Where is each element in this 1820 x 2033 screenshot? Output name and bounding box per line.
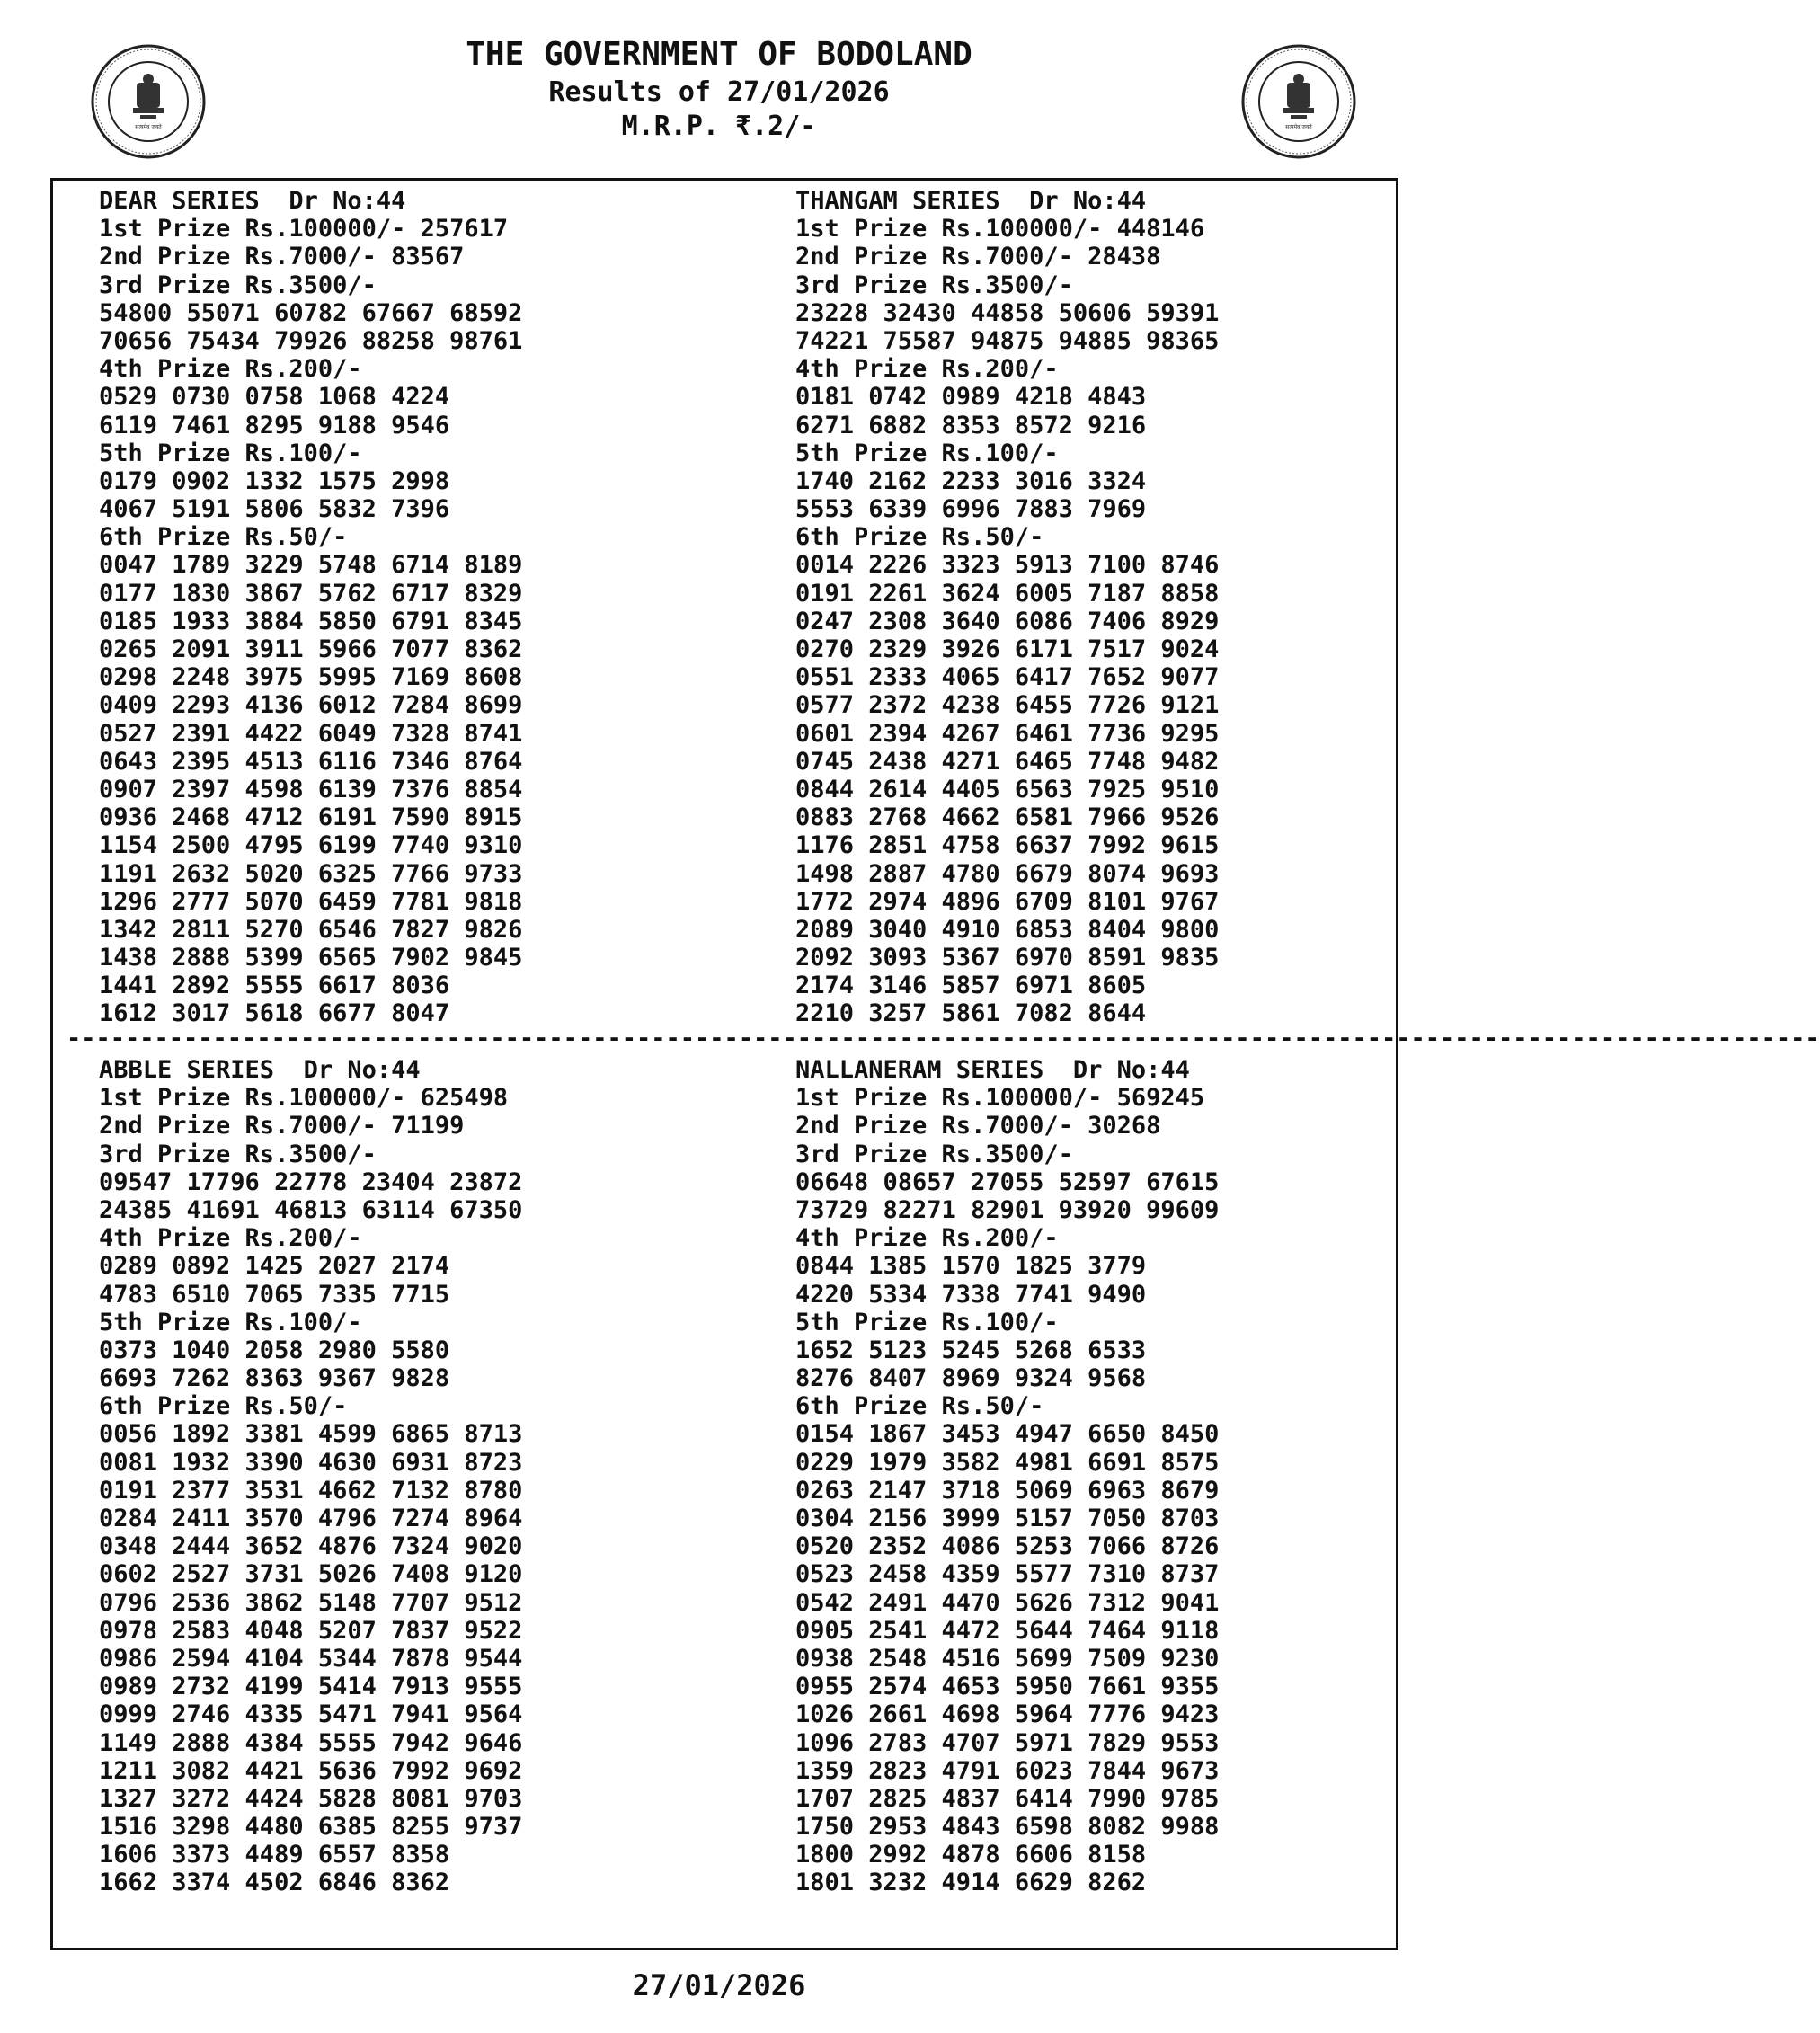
sixth-prize-numbers-row: 1516 3298 4480 6385 8255 9737	[99, 1813, 523, 1842]
sixth-prize-numbers-row: 0883 2768 4662 6581 7966 9526	[795, 803, 1220, 832]
document-header	[0, 34, 1438, 144]
sixth-prize-numbers-row: 0191 2261 3624 6005 7187 8858	[795, 579, 1220, 608]
fourth-prize-numbers-row: 0289 0892 1425 2027 2174	[99, 1252, 450, 1281]
sixth-prize-numbers-row: 2089 3040 4910 6853 8404 9800	[795, 915, 1220, 944]
sixth-prize-numbers-row: 2210 3257 5861 7082 8644	[795, 999, 1147, 1028]
series-heading: ABBLE SERIES Dr No:44	[99, 1056, 421, 1084]
sixth-prize-numbers-row: 1606 3373 4489 6557 8358	[99, 1841, 450, 1869]
sixth-prize-numbers-row: 0056 1892 3381 4599 6865 8713	[99, 1420, 523, 1449]
fourth-prize-numbers-row: 0181 0742 0989 4218 4843	[795, 383, 1147, 412]
abble-series-section	[99, 1056, 522, 1897]
government-title: THE GOVERNMENT OF BODOLAND	[466, 36, 972, 73]
fifth-prize-label: 5th Prize Rs.100/-	[99, 1308, 362, 1336]
mrp-line: M.R.P. ₹.2/-	[621, 111, 817, 142]
thangam-series-section	[795, 187, 1219, 1028]
sixth-prize-numbers-row: 0304 2156 3999 5157 7050 8703	[795, 1505, 1220, 1532]
sixth-prize-numbers-row: 1342 2811 5270 6546 7827 9826	[99, 915, 523, 944]
fifth-prize-label: 5th Prize Rs.100/-	[795, 439, 1059, 467]
sixth-prize-numbers-row: 0014 2226 3323 5913 7100 8746	[795, 551, 1220, 580]
sixth-prize-numbers-row: 0229 1979 3582 4981 6691 8575	[795, 1448, 1220, 1477]
sixth-prize-numbers-row: 0907 2397 4598 6139 7376 8854	[99, 775, 523, 803]
fourth-prize-numbers-row: 4220 5334 7338 7741 9490	[795, 1280, 1147, 1309]
sixth-prize-numbers-row: 1612 3017 5618 6677 8047	[99, 999, 450, 1028]
sixth-prize-numbers-row: 0298 2248 3975 5995 7169 8608	[99, 663, 523, 692]
sixth-prize-numbers-row: 0185 1933 3884 5850 6791 8345	[99, 607, 523, 635]
sixth-prize-label: 6th Prize Rs.50/-	[99, 523, 348, 552]
footer-date: 27/01/2026	[632, 1968, 806, 2002]
sixth-prize-numbers-row: 1707 2825 4837 6414 7990 9785	[795, 1784, 1220, 1813]
sixth-prize-numbers-row: 1772 2974 4896 6709 8101 9767	[795, 887, 1220, 916]
fifth-prize-numbers-row: 8276 8407 8969 9324 9568	[795, 1364, 1147, 1393]
sixth-prize-numbers-row: 1327 3272 4424 5828 8081 9703	[99, 1784, 523, 1813]
sixth-prize-numbers-row: 0265 2091 3911 5966 7077 8362	[99, 635, 523, 663]
sixth-prize-numbers-row: 0745 2438 4271 6465 7748 9482	[795, 747, 1220, 776]
sixth-prize-numbers-row: 0409 2293 4136 6012 7284 8699	[99, 691, 523, 720]
sixth-prize-label: 6th Prize Rs.50/-	[795, 523, 1044, 552]
sixth-prize-numbers-row: 0542 2491 4470 5626 7312 9041	[795, 1588, 1220, 1617]
sixth-prize-numbers-row: 0986 2594 4104 5344 7878 9544	[99, 1644, 523, 1673]
sixth-prize-numbers-row: 1154 2500 4795 6199 7740 9310	[99, 831, 523, 860]
sixth-prize-numbers-row: 1438 2888 5399 6565 7902 9845	[99, 944, 523, 972]
sixth-prize-numbers-row: 0601 2394 4267 6461 7736 9295	[795, 719, 1220, 748]
sixth-prize-numbers-row: 0989 2732 4199 5414 7913 9555	[99, 1673, 523, 1701]
sixth-prize-numbers-row: 2092 3093 5367 6970 8591 9835	[795, 944, 1220, 972]
third-prize-numbers-row: 73729 82271 82901 93920 99609	[795, 1195, 1220, 1224]
third-prize-numbers-row: 24385 41691 46813 63114 67350	[99, 1195, 523, 1224]
first-prize-line: 1st Prize Rs.100000/- 569245	[795, 1084, 1205, 1113]
fourth-prize-numbers-row: 6271 6882 8353 8572 9216	[795, 411, 1147, 439]
sixth-prize-numbers-row: 1800 2992 4878 6606 8158	[795, 1841, 1147, 1869]
sixth-prize-numbers-row: 0284 2411 3570 4796 7274 8964	[99, 1505, 523, 1532]
svg-text:सत्यमेव जयते: सत्यमेव जयते	[1285, 124, 1312, 130]
fifth-prize-numbers-row: 5553 6339 6996 7883 7969	[795, 495, 1147, 524]
sixth-prize-numbers-row: 0523 2458 4359 5577 7310 8737	[795, 1560, 1220, 1589]
sixth-prize-numbers-row: 0999 2746 4335 5471 7941 9564	[99, 1700, 523, 1729]
fifth-prize-numbers-row: 4067 5191 5806 5832 7396	[99, 495, 450, 524]
sixth-prize-numbers-row: 2174 3146 5857 6971 8605	[795, 972, 1147, 1000]
sixth-prize-numbers-row: 0602 2527 3731 5026 7408 9120	[99, 1560, 523, 1589]
fourth-prize-label: 4th Prize Rs.200/-	[99, 1224, 362, 1253]
sixth-prize-numbers-row: 0938 2548 4516 5699 7509 9230	[795, 1644, 1220, 1673]
sixth-prize-numbers-row: 1211 3082 4421 5636 7992 9692	[99, 1756, 523, 1785]
sixth-prize-numbers-row: 0177 1830 3867 5762 6717 8329	[99, 579, 523, 608]
sixth-prize-numbers-row: 0551 2333 4065 6417 7652 9077	[795, 663, 1220, 692]
sixth-prize-numbers-row: 1149 2888 4384 5555 7942 9646	[99, 1728, 523, 1757]
fourth-prize-numbers-row: 4783 6510 7065 7335 7715	[99, 1280, 450, 1309]
sixth-prize-numbers-row: 0844 2614 4405 6563 7925 9510	[795, 775, 1220, 803]
third-prize-label: 3rd Prize Rs.3500/-	[795, 1140, 1073, 1168]
sixth-prize-numbers-row: 1801 3232 4914 6629 8262	[795, 1869, 1147, 1897]
series-heading: DEAR SERIES Dr No:44	[99, 187, 406, 215]
sixth-prize-numbers-row: 1026 2661 4698 5964 7776 9423	[795, 1700, 1220, 1729]
fourth-prize-numbers-row: 0529 0730 0758 1068 4224	[99, 383, 450, 412]
fourth-prize-label: 4th Prize Rs.200/-	[99, 355, 362, 384]
third-prize-numbers-row: 54800 55071 60782 67667 68592	[99, 298, 523, 327]
sixth-prize-numbers-row: 0955 2574 4653 5950 7661 9355	[795, 1673, 1220, 1701]
sixth-prize-numbers-row: 1176 2851 4758 6637 7992 9615	[795, 831, 1220, 860]
fourth-prize-label: 4th Prize Rs.200/-	[795, 355, 1059, 384]
sixth-prize-numbers-row: 0270 2329 3926 6171 7517 9024	[795, 635, 1220, 663]
sixth-prize-numbers-row: 0081 1932 3390 4630 6931 8723	[99, 1448, 523, 1477]
third-prize-numbers-row: 06648 08657 27055 52597 67615	[795, 1167, 1220, 1196]
fourth-prize-numbers-row: 0844 1385 1570 1825 3779	[795, 1252, 1147, 1281]
series-heading: THANGAM SERIES Dr No:44	[795, 187, 1147, 215]
sixth-prize-numbers-row: 0348 2444 3652 4876 7324 9020	[99, 1532, 523, 1561]
sixth-prize-numbers-row: 0643 2395 4513 6116 7346 8764	[99, 747, 523, 776]
sixth-prize-numbers-row: 1441 2892 5555 6617 8036	[99, 972, 450, 1000]
sixth-prize-numbers-row: 0191 2377 3531 4662 7132 8780	[99, 1476, 523, 1505]
nallaneram-series-section	[795, 1056, 1219, 1897]
sixth-prize-numbers-row: 1359 2823 4791 6023 7844 9673	[795, 1756, 1220, 1785]
first-prize-line: 1st Prize Rs.100000/- 257617	[99, 215, 509, 244]
fifth-prize-numbers-row: 0373 1040 2058 2980 5580	[99, 1336, 450, 1364]
sixth-prize-numbers-row: 1662 3374 4502 6846 8362	[99, 1869, 450, 1897]
third-prize-numbers-row: 09547 17796 22778 23404 23872	[99, 1167, 523, 1196]
fourth-prize-numbers-row: 6119 7461 8295 9188 9546	[99, 411, 450, 439]
sixth-prize-numbers-row: 0520 2352 4086 5253 7066 8726	[795, 1532, 1220, 1561]
sixth-prize-numbers-row: 0796 2536 3862 5148 7707 9512	[99, 1588, 523, 1617]
fifth-prize-numbers-row: 1740 2162 2233 3016 3324	[795, 466, 1147, 495]
sixth-prize-numbers-row: 1296 2777 5070 6459 7781 9818	[99, 887, 523, 916]
sixth-prize-numbers-row: 0905 2541 4472 5644 7464 9118	[795, 1616, 1220, 1645]
section-divider: ------------------------------------------------------------------------------------------------------------------------	[67, 1025, 1820, 1052]
sixth-prize-numbers-row: 1750 2953 4843 6598 8082 9988	[795, 1813, 1220, 1842]
second-prize-line: 2nd Prize Rs.7000/- 28438	[795, 243, 1161, 271]
sixth-prize-numbers-row: 1191 2632 5020 6325 7766 9733	[99, 859, 523, 888]
sixth-prize-numbers-row: 0263 2147 3718 5069 6963 8679	[795, 1476, 1220, 1505]
first-prize-line: 1st Prize Rs.100000/- 448146	[795, 215, 1205, 244]
sixth-prize-numbers-row: 0577 2372 4238 6455 7726 9121	[795, 691, 1220, 720]
dear-series-section	[99, 187, 522, 1028]
results-date-line: Results of 27/01/2026	[548, 76, 890, 108]
sixth-prize-label: 6th Prize Rs.50/-	[99, 1392, 348, 1421]
third-prize-label: 3rd Prize Rs.3500/-	[99, 271, 377, 299]
fifth-prize-numbers-row: 6693 7262 8363 9367 9828	[99, 1364, 450, 1393]
fifth-prize-numbers-row: 0179 0902 1332 1575 2998	[99, 466, 450, 495]
third-prize-numbers-row: 70656 75434 79926 88258 98761	[99, 326, 523, 355]
fifth-prize-label: 5th Prize Rs.100/-	[99, 439, 362, 467]
third-prize-numbers-row: 74221 75587 94875 94885 98365	[795, 326, 1220, 355]
sixth-prize-numbers-row: 0978 2583 4048 5207 7837 9522	[99, 1616, 523, 1645]
sixth-prize-label: 6th Prize Rs.50/-	[795, 1392, 1044, 1421]
fourth-prize-label: 4th Prize Rs.200/-	[795, 1224, 1059, 1253]
sixth-prize-numbers-row: 1096 2783 4707 5971 7829 9553	[795, 1728, 1220, 1757]
second-prize-line: 2nd Prize Rs.7000/- 30268	[795, 1112, 1161, 1141]
sixth-prize-numbers-row: 0047 1789 3229 5748 6714 8189	[99, 551, 523, 580]
second-prize-line: 2nd Prize Rs.7000/- 83567	[99, 243, 465, 271]
second-prize-line: 2nd Prize Rs.7000/- 71199	[99, 1112, 465, 1141]
third-prize-label: 3rd Prize Rs.3500/-	[99, 1140, 377, 1168]
sixth-prize-numbers-row: 0154 1867 3453 4947 6650 8450	[795, 1420, 1220, 1449]
third-prize-numbers-row: 23228 32430 44858 50606 59391	[795, 298, 1220, 327]
sixth-prize-numbers-row: 0247 2308 3640 6086 7406 8929	[795, 607, 1220, 635]
svg-text:सत्यमेव जयते: सत्यमेव जयते	[135, 124, 162, 130]
fifth-prize-numbers-row: 1652 5123 5245 5268 6533	[795, 1336, 1147, 1364]
sixth-prize-numbers-row: 1498 2887 4780 6679 8074 9693	[795, 859, 1220, 888]
third-prize-label: 3rd Prize Rs.3500/-	[795, 271, 1073, 299]
series-heading: NALLANERAM SERIES Dr No:44	[795, 1056, 1190, 1084]
sixth-prize-numbers-row: 0527 2391 4422 6049 7328 8741	[99, 719, 523, 748]
first-prize-line: 1st Prize Rs.100000/- 625498	[99, 1084, 509, 1113]
fifth-prize-label: 5th Prize Rs.100/-	[795, 1308, 1059, 1336]
sixth-prize-numbers-row: 0936 2468 4712 6191 7590 8915	[99, 803, 523, 832]
